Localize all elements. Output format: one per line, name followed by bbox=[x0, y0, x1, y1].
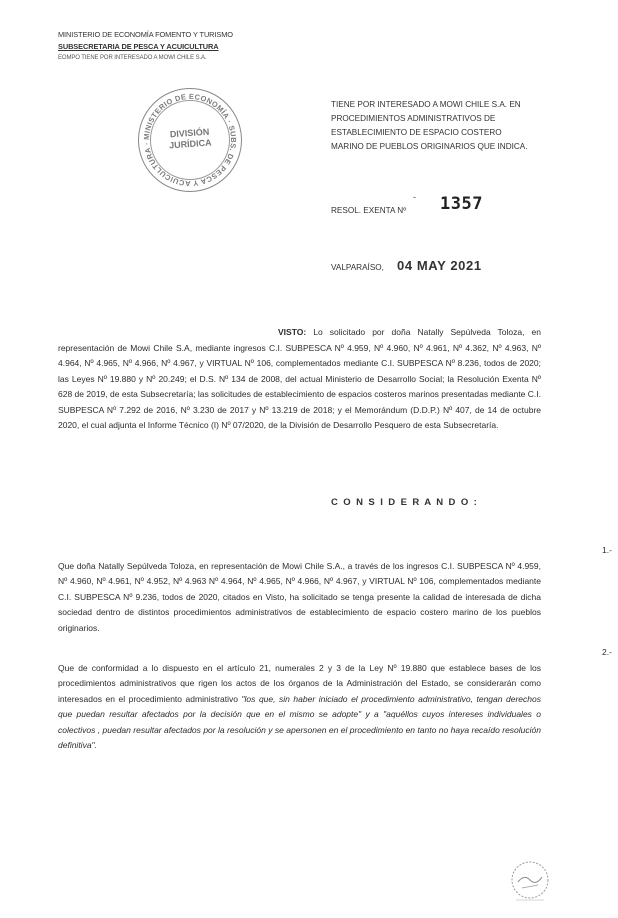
seal-center-line2: JURÍDICA bbox=[168, 137, 212, 151]
document-subject bbox=[331, 98, 543, 154]
subject-line-2: PROCEDIMIENTOS ADMINISTRATIVOS DE bbox=[331, 114, 496, 123]
seal-ring-textpath: MINISTERIO DE ECONOMÍA · SUBS. DE PESCA Y ACUICULTURA · bbox=[141, 91, 239, 189]
visto-text: Lo solicitado por doña Natally Sepúlveda Toloza, en representación de Mowi Chile S.A, mediante ingresos C.I. SUBPESCA Nº 4.959, Nº 4.960, Nº 4.961, Nº 4.362, Nº 4.963, Nº 4.964, Nº 4.965, Nº 4.966, Nº 4.967, y VIRTUAL Nº 106, complementados mediante C.I. SUBPESCA Nº 8.236, todos de 2020; las Leyes Nº 19.880 y Nº 20.249; el D.S. Nº 134 de 2008, del actual Ministerio de Desarrollo Social; la Resolución Exenta Nº 628 de 2019, de esta Subsecretaría; las solicitudes de establecimiento de espacios costeros marinos presentadas mediante C.I. SUBPESCA Nº 7.292 de 2016, Nº 3.230 de 2017 y Nº 13.219 de 2018; y el Memorándum (D.D.P.) Nº 407, de 14 de octubre 2020, el cual adjunta el Informe Técnico (I) Nº 07/2020, de la División de Desarrollo Pesquero de esta Subsecretaría. bbox=[58, 327, 541, 430]
resolution-label: RESOL. EXENTA Nº bbox=[331, 206, 407, 215]
seal-center-text bbox=[159, 126, 220, 152]
resolution-number: 1357 bbox=[440, 194, 483, 214]
considerando-heading: C O N S I D E R A N D O : bbox=[331, 497, 479, 508]
paragraph-2-text: Que de conformidad a lo dispuesto en el artículo 21, numerales 2 y 3 de la Ley Nº 19.880 que establece bases de los procedimientos administrativos que rigen los actos de los órganos de la Administración del Estado, se considerarán como interesados en el procedimiento administrativo bbox=[58, 662, 541, 704]
corner-stamp-icon bbox=[508, 858, 552, 904]
paragraph-1-number: 1.- bbox=[602, 545, 612, 555]
paragraph-1-text: Que doña Natally Sepúlveda Toloza, en representación de Mowi Chile S.A., a través de los ingresos C.I. SUBPESCA Nº 4.959, Nº 4.960, Nº 4.961, Nº 4.952, Nº 4.963 Nº 4.964, Nº 4.965, Nº 4.966, Nº 4.967, y VIRTUAL Nº 106, complementados mediante C.I. SUBPESCA Nº 9.236, todos de 2020, citados en Visto, ha solicitado se tenga presente la calidad de interesada de dicha sociedad dentro de distintos procedimientos administrativos de establecimiento de espacio costero marino de los pueblos originarios. bbox=[58, 560, 541, 633]
date-stamp: 04 MAY 2021 bbox=[397, 258, 482, 273]
subsecretaria-name: SUBSECRETARIA DE PESCA Y ACUICULTURA bbox=[58, 42, 219, 51]
seal-center-line1: DIVISIÓN bbox=[169, 126, 210, 140]
resolution-dash: - bbox=[413, 192, 416, 202]
visto-lead: VISTO: bbox=[278, 327, 307, 337]
visto-paragraph bbox=[58, 325, 541, 434]
considerando-paragraph-1 bbox=[58, 543, 612, 636]
date-label: VALPARAÍSO, bbox=[331, 263, 384, 272]
paragraph-2-quote: "los que, sin haber iniciado el procedimiento administrativo, tengan derechos que puedan resultar afectados por la decisión que en el mismo se adopte" y a "aquéllos cuyos intereses individuales o colectivos , puedan resultar afectados por la resolución y se apersonen en el procedimiento en tanto no haya recaído resolución definitiva". bbox=[58, 693, 541, 750]
document-tag: EOMPO TIENE POR INTERESADO A MOWI CHILE S.A. bbox=[58, 55, 207, 61]
subject-line-3: ESTABLECIMIENTO DE ESPACIO COSTERO bbox=[331, 128, 502, 137]
considerando-paragraph-2 bbox=[58, 645, 612, 754]
subject-line-1: TIENE POR INTERESADO A MOWI CHILE S.A. EN bbox=[331, 100, 521, 109]
ministry-name: MINISTERIO DE ECONOMÍA FOMENTO Y TURISMO bbox=[58, 30, 233, 39]
paragraph-2-number: 2.- bbox=[602, 647, 612, 657]
subject-line-4: MARINO DE PUEBLOS ORIGINARIOS QUE INDICA. bbox=[331, 142, 528, 151]
